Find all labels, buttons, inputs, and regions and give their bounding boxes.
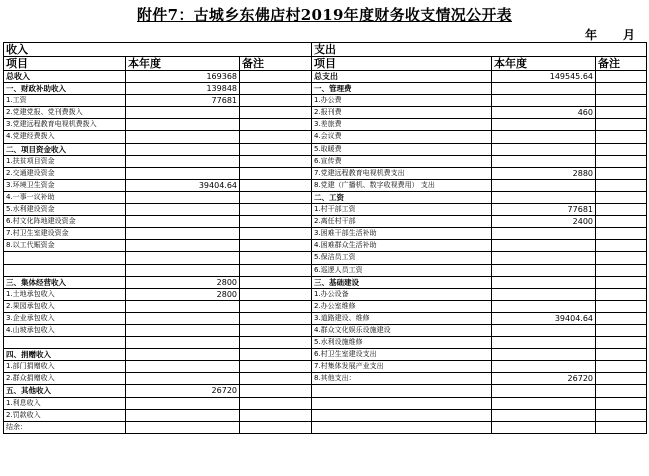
expense-amount-cell: [492, 276, 596, 288]
table-row: [4, 240, 647, 252]
expense-note-cell: [596, 216, 647, 228]
income-note-cell: [240, 312, 312, 324]
income-note-cell: [240, 397, 312, 409]
income-item-cell: 二、项目资金收入: [4, 143, 126, 155]
expense-item-cell: 总支出: [312, 71, 492, 83]
expense-item-cell: 5.保洁员工资: [312, 252, 492, 264]
income-amount-cell: [126, 204, 240, 216]
expense-amount-cell: [492, 361, 596, 373]
table-row: [4, 179, 647, 191]
expense-amount-cell: [492, 385, 596, 397]
income-item-cell: 1.部门捐赠收入: [4, 361, 126, 373]
income-amount-cell: [126, 107, 240, 119]
expense-item-cell: 2.办公室维修: [312, 300, 492, 312]
expense-amount-cell: [492, 252, 596, 264]
expense-item-cell: [312, 397, 492, 409]
income-amount-cell: [126, 421, 240, 433]
expense-note-cell: [596, 361, 647, 373]
expense-item-cell: 7.党建远程教育电视机费支出: [312, 167, 492, 179]
income-note-cell: [240, 324, 312, 336]
table-row: [4, 191, 647, 203]
expense-amount-cell: [492, 143, 596, 155]
income-amount-cell: [126, 312, 240, 324]
income-amount-cell: 26720: [126, 385, 240, 397]
income-note-cell: [240, 349, 312, 361]
income-note-cell: [240, 276, 312, 288]
income-note-cell: [240, 361, 312, 373]
expense-amount-cell: [492, 324, 596, 336]
expense-item-cell: 3.困难干部生活补助: [312, 228, 492, 240]
expense-amount-cell: 77681: [492, 204, 596, 216]
income-amount-cell: [126, 167, 240, 179]
income-amount-cell: [126, 397, 240, 409]
header-row: [4, 57, 647, 71]
income-note-cell: [240, 131, 312, 143]
income-note-cell: [240, 264, 312, 276]
expense-note-cell: [596, 204, 647, 216]
expense-note-cell: [596, 131, 647, 143]
table-row: [4, 71, 647, 83]
table-row: [4, 312, 647, 324]
expense-item-cell: 1.村干部工资: [312, 204, 492, 216]
expense-item-cell: 4.群众文化娱乐设施建设: [312, 324, 492, 336]
expense-note-cell: [596, 252, 647, 264]
expense-note-cell: [596, 324, 647, 336]
table-row: [4, 349, 647, 361]
expense-amount-cell: [492, 191, 596, 203]
table-row: [4, 409, 647, 421]
income-amount-cell: 169368: [126, 71, 240, 83]
income-item-cell: [4, 337, 126, 349]
income-item-cell: 4.山坡承包收入: [4, 324, 126, 336]
expense-note-cell: [596, 167, 647, 179]
expense-note-cell: [596, 349, 647, 361]
expense-item-cell: 2.报刊费: [312, 107, 492, 119]
finance-table: [3, 42, 647, 434]
expense-amount-cell: [492, 228, 596, 240]
expense-note-cell: [596, 71, 647, 83]
expense-note-cell: [596, 264, 647, 276]
income-item-cell: 2.果园承包收入: [4, 300, 126, 312]
expense-amount-cell: [492, 119, 596, 131]
income-note-cell: [240, 409, 312, 421]
expense-amount-cell: [492, 300, 596, 312]
income-item-cell: 2.党建党报、党刊费拨入: [4, 107, 126, 119]
income-item-cell: 五、其他收入: [4, 385, 126, 397]
table-row: [4, 95, 647, 107]
expense-amount-cell: [492, 179, 596, 191]
expense-note-cell: [596, 107, 647, 119]
expense-note-cell: [596, 373, 647, 385]
income-note-cell: [240, 179, 312, 191]
expense-amount-cell: [492, 337, 596, 349]
income-item-cell: [4, 252, 126, 264]
income-note-cell: [240, 191, 312, 203]
income-item-cell: 2.罚款收入: [4, 409, 126, 421]
expense-item-cell: 6.宣传费: [312, 155, 492, 167]
table-row: [4, 83, 647, 95]
income-amount-cell: [126, 361, 240, 373]
expense-item-cell: 5.水利设施维修: [312, 337, 492, 349]
income-item-cell: 一、财政补助收入: [4, 83, 126, 95]
income-note-cell: [240, 240, 312, 252]
income-item-header: 项目: [4, 57, 126, 71]
expense-amount-cell: 39404.64: [492, 312, 596, 324]
expense-item-cell: 8.其他支出：: [312, 373, 492, 385]
income-item-cell: 3.党建远程教育电视机费拨入: [4, 119, 126, 131]
expense-item-cell: [312, 421, 492, 433]
income-note-header: 备注: [240, 57, 312, 71]
income-note-cell: [240, 385, 312, 397]
income-amount-cell: [126, 337, 240, 349]
income-amount-cell: [126, 300, 240, 312]
year-label: 年: [584, 28, 597, 42]
table-row: [4, 252, 647, 264]
income-amount-cell: [126, 252, 240, 264]
expense-note-cell: [596, 179, 647, 191]
income-year-header: 本年度: [126, 57, 240, 71]
income-amount-cell: [126, 143, 240, 155]
income-item-cell: 1.工资: [4, 95, 126, 107]
income-item-cell: 2.群众捐赠收入: [4, 373, 126, 385]
income-amount-cell: 2800: [126, 288, 240, 300]
expense-amount-cell: [492, 95, 596, 107]
income-note-cell: [240, 337, 312, 349]
table-row: [4, 155, 647, 167]
table-row: [4, 228, 647, 240]
expense-item-header: 项目: [312, 57, 492, 71]
expense-note-header: 备注: [596, 57, 647, 71]
income-amount-cell: [126, 349, 240, 361]
income-item-cell: 总收入: [4, 71, 126, 83]
income-amount-cell: [126, 119, 240, 131]
income-note-cell: [240, 119, 312, 131]
expense-item-cell: 6.村卫生室建设支出: [312, 349, 492, 361]
expense-note-cell: [596, 155, 647, 167]
expense-amount-cell: 2880: [492, 167, 596, 179]
month-label: 月: [622, 28, 635, 42]
expense-amount-cell: [492, 155, 596, 167]
expense-note-cell: [596, 240, 647, 252]
income-amount-cell: [126, 409, 240, 421]
income-item-cell: 2.交通建设资金: [4, 167, 126, 179]
expense-amount-cell: [492, 288, 596, 300]
expense-amount-cell: 26720: [492, 373, 596, 385]
expense-note-cell: [596, 312, 647, 324]
expense-amount-cell: [492, 83, 596, 95]
income-amount-cell: 77681: [126, 95, 240, 107]
income-item-cell: [4, 264, 126, 276]
income-note-cell: [240, 252, 312, 264]
expense-note-cell: [596, 337, 647, 349]
expense-amount-cell: [492, 421, 596, 433]
expense-item-cell: 7.村集体发展产业支出: [312, 361, 492, 373]
income-item-cell: 3.企业承包收入: [4, 312, 126, 324]
table-row: [4, 264, 647, 276]
expense-item-cell: 3.道路建设、维修: [312, 312, 492, 324]
expense-amount-cell: [492, 264, 596, 276]
expense-item-cell: 5.取暖费: [312, 143, 492, 155]
page-title: 附件7：古城乡东佛店村2019年度财务收支情况公开表: [137, 6, 512, 24]
expense-note-cell: [596, 421, 647, 433]
expense-section: 支出: [312, 43, 647, 57]
expense-item-cell: 4.困难群众生活补助: [312, 240, 492, 252]
income-note-cell: [240, 143, 312, 155]
expense-item-cell: 一、管理费: [312, 83, 492, 95]
income-note-cell: [240, 95, 312, 107]
expense-note-cell: [596, 191, 647, 203]
income-note-cell: [240, 204, 312, 216]
expense-item-cell: 4.会议费: [312, 131, 492, 143]
income-amount-cell: [126, 191, 240, 203]
section-row: [4, 43, 647, 57]
income-amount-cell: 39404.64: [126, 179, 240, 191]
income-item-cell: 四、捐赠收入: [4, 349, 126, 361]
expense-year-header: 本年度: [492, 57, 596, 71]
income-item-cell: 4.一事一议补助: [4, 191, 126, 203]
income-note-cell: [240, 155, 312, 167]
income-item-cell: 4.党建经费拨入: [4, 131, 126, 143]
table-row: [4, 421, 647, 433]
income-item-cell: 8.以工代赈资金: [4, 240, 126, 252]
expense-item-cell: 三、基础建设: [312, 276, 492, 288]
expense-item-cell: 2.离任村干部: [312, 216, 492, 228]
expense-note-cell: [596, 95, 647, 107]
expense-note-cell: [596, 409, 647, 421]
expense-note-cell: [596, 300, 647, 312]
income-amount-cell: [126, 373, 240, 385]
expense-amount-cell: [492, 131, 596, 143]
table-row: [4, 361, 647, 373]
table-row: [4, 397, 647, 409]
table-row: [4, 131, 647, 143]
table-row: [4, 143, 647, 155]
table-row: [4, 204, 647, 216]
expense-note-cell: [596, 288, 647, 300]
table-row: [4, 300, 647, 312]
income-item-cell: 5.水利建设资金: [4, 204, 126, 216]
expense-item-cell: [312, 409, 492, 421]
income-amount-cell: [126, 131, 240, 143]
income-note-cell: [240, 167, 312, 179]
expense-item-cell: 1.办公设备: [312, 288, 492, 300]
income-note-cell: [240, 216, 312, 228]
table-row: [4, 373, 647, 385]
expense-amount-cell: [492, 349, 596, 361]
income-item-cell: 三、集体经营收入: [4, 276, 126, 288]
income-note-cell: [240, 288, 312, 300]
expense-note-cell: [596, 228, 647, 240]
table-row: [4, 324, 647, 336]
expense-item-cell: 8.党建（广播机、数字收视费用） 支出: [312, 179, 492, 191]
table-row: [4, 385, 647, 397]
expense-amount-cell: 2400: [492, 216, 596, 228]
income-note-cell: [240, 373, 312, 385]
expense-note-cell: [596, 119, 647, 131]
expense-note-cell: [596, 276, 647, 288]
expense-note-cell: [596, 83, 647, 95]
expense-item-cell: [312, 385, 492, 397]
expense-note-cell: [596, 397, 647, 409]
expense-item-cell: 6.巡逻人员工资: [312, 264, 492, 276]
income-item-cell: 6.村文化阵地建设资金: [4, 216, 126, 228]
expense-note-cell: [596, 385, 647, 397]
expense-amount-cell: 460: [492, 107, 596, 119]
income-amount-cell: [126, 228, 240, 240]
income-note-cell: [240, 107, 312, 119]
expense-note-cell: [596, 143, 647, 155]
table-row: [4, 107, 647, 119]
table-row: [4, 337, 647, 349]
income-note-cell: [240, 71, 312, 83]
income-note-cell: [240, 228, 312, 240]
table-row: [4, 119, 647, 131]
table-row: [4, 276, 647, 288]
table-row: [4, 216, 647, 228]
income-item-cell: 1.利息收入: [4, 397, 126, 409]
expense-amount-cell: [492, 240, 596, 252]
income-amount-cell: [126, 240, 240, 252]
income-item-cell: 1.扶贫项目资金: [4, 155, 126, 167]
income-amount-cell: [126, 264, 240, 276]
income-section: 收入: [4, 43, 312, 57]
income-note-cell: [240, 83, 312, 95]
income-amount-cell: 2800: [126, 276, 240, 288]
income-item-cell: 7.村卫生室建设资金: [4, 228, 126, 240]
date-line: [545, 26, 635, 43]
expense-amount-cell: [492, 409, 596, 421]
income-amount-cell: [126, 324, 240, 336]
expense-item-cell: 二、工资: [312, 191, 492, 203]
income-note-cell: [240, 300, 312, 312]
table-row: [4, 288, 647, 300]
expense-amount-cell: [492, 397, 596, 409]
income-item-cell: 1.土地承包收入: [4, 288, 126, 300]
income-item-cell: 结余：: [4, 421, 126, 433]
income-amount-cell: 139848: [126, 83, 240, 95]
expense-item-cell: 1.办公费: [312, 95, 492, 107]
table-row: [4, 167, 647, 179]
income-amount-cell: [126, 155, 240, 167]
expense-amount-cell: 149545.64: [492, 71, 596, 83]
income-note-cell: [240, 421, 312, 433]
expense-item-cell: 3.差旅费: [312, 119, 492, 131]
income-item-cell: 3.环境卫生资金: [4, 179, 126, 191]
income-amount-cell: [126, 216, 240, 228]
